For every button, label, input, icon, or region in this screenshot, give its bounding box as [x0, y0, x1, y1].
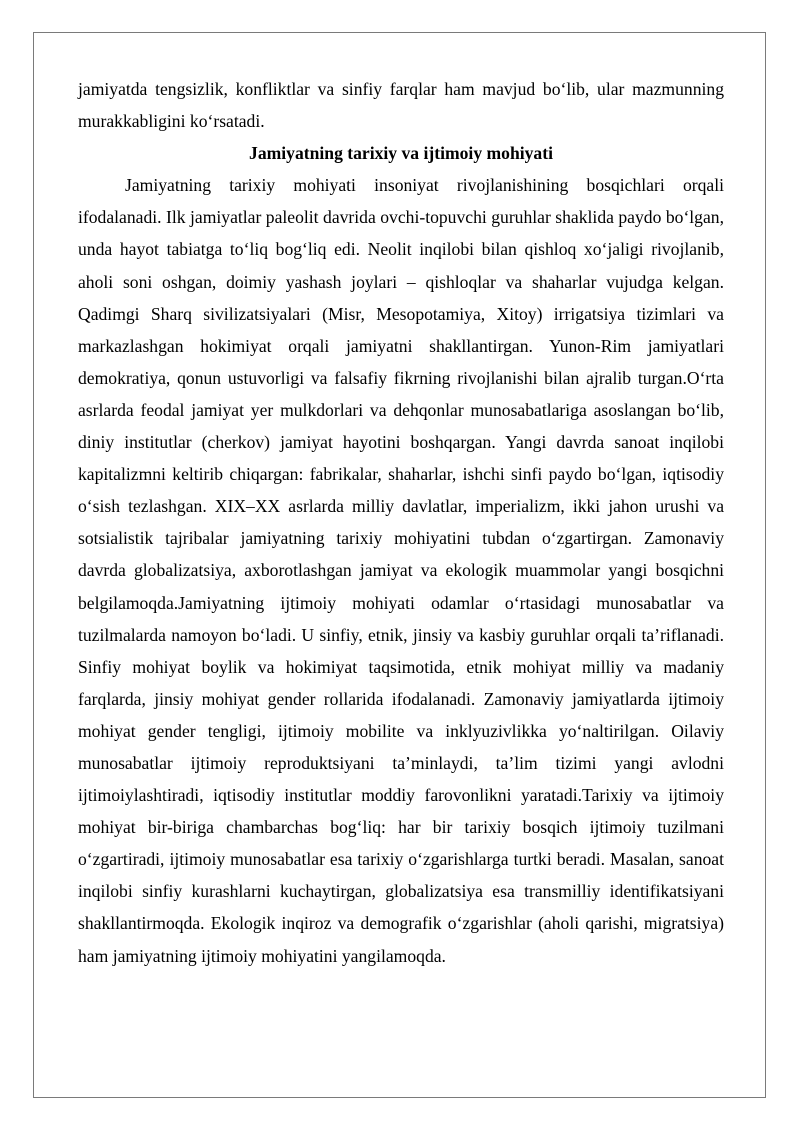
document-body [78, 73, 724, 972]
body-paragraph: Jamiyatning tarixiy mohiyati insoniyat rivojlanishining bosqichlari orqali ifodalanadi. Ilk jamiyatlar paleolit davrida ovchi-topuvchi guruhlar shaklida paydo bo‘lgan, unda hayot tabiatga to‘liq bog‘liq edi. Neolit inqilobi bilan qishloq xo‘jaligi rivojlanib, aholi soni oshgan, doimiy yashash joylari – qishloqlar va shaharlar vujudga kelgan. Qadimgi Sharq sivilizatsiyalari (Misr, Mesopotamiya, Xitoy) irrigatsiya tizimlari va markazlashgan hokimiyat orqali jamiyatni shakllantirgan. Yunon-Rim jamiyatlari demokratiya, qonun ustuvorligi va falsafiy fikrning rivojlanishi bilan ajralib turgan.O‘rta asrlarda feodal jamiyat yer mulkdorlari va dehqonlar munosabatlariga asoslangan bo‘lib, diniy institutlar (cherkov) jamiyat hayotini boshqargan. Yangi davrda sanoat inqilobi kapitalizmni keltirib chiqargan: fabrikalar, shaharlar, ishchi sinfi paydo bo‘lgan, iqtisodiy o‘sish tezlashgan. XIX–XX asrlarda milliy davlatlar, imperializm, ikki jahon urushi va sotsialistik tajribalar jamiyatning tarixiy mohiyatini tubdan o‘zgartirgan. Zamonaviy davrda globalizatsiya, axborotlashgan jamiyat va ekologik muammolar yangi bosqichni belgilamoqda.Jamiyatning ijtimoiy mohiyati odamlar o‘rtasidagi munosabatlar va tuzilmalarda namoyon bo‘ladi. U sinfiy, etnik, jinsiy va kasbiy guruhlar orqali ta’riflanadi. Sinfiy mohiyat boylik va hokimiyat taqsimotida, etnik mohiyat milliy va madaniy farqlarda, jinsiy mohiyat gender rollarida ifodalanadi. Zamonaviy jamiyatlarda ijtimoiy mohiyat gender tengligi, ijtimoiy mobilite va inklyuzivlikka yo‘naltirilgan. Oilaviy munosabatlar ijtimoiy reproduktsiyani ta’minlaydi, ta’lim tizimi yangi avlodni ijtimoiylashtiradi, iqtisodiy institutlar moddiy farovonlikni yaratadi.Tarixiy va ijtimoiy mohiyat bir-biriga chambarchas bog‘liq: har bir tarixiy bosqich ijtimoiy tuzilmani o‘zgartiradi, ijtimoiy munosabatlar esa tarixiy o‘zgarishlarga turtki beradi. Masalan, sanoat inqilobi sinfiy kurashlarni kuchaytirgan, globalizatsiya esa transmilliy identifikatsiyani shakllantirmoqda. Ekologik inqiroz va demografik o‘zgarishlar (aholi qarishi, migratsiya) ham jamiyatning ijtimoiy mohiyatini yangilamoqda. [78, 175, 724, 966]
intro-paragraph: jamiyatda tengsizlik, konfliktlar va sinfiy farqlar ham mavjud bo‘lib, ular mazmunning murakkabligini ko‘rsatadi. [78, 79, 724, 132]
section-heading: Jamiyatning tarixiy va ijtimoiy mohiyati [249, 143, 553, 164]
